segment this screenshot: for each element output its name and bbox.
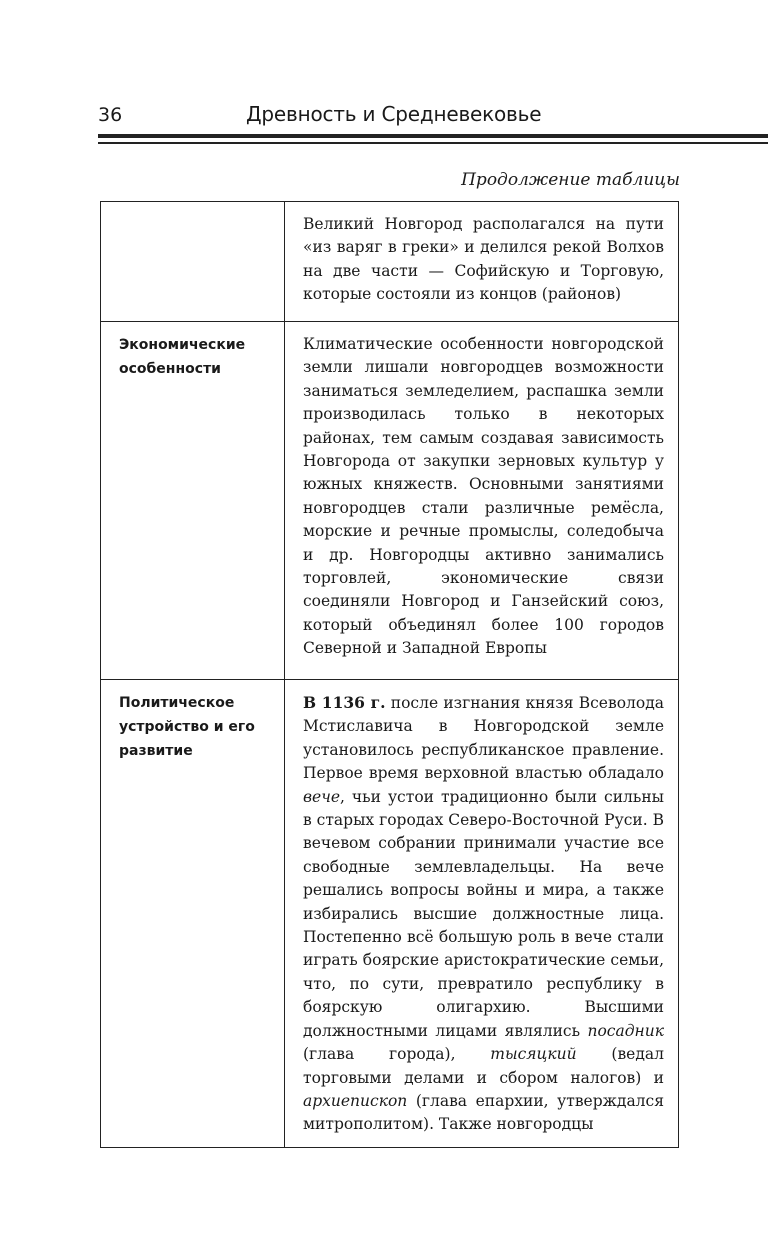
text-fragment: (глава епархии, утверждался митрополитом). Также новгородцы bbox=[303, 1091, 664, 1134]
header-rule-thick bbox=[98, 134, 768, 138]
table-continuation-label: Продолжение таблицы bbox=[461, 170, 680, 190]
row-heading: Экономические особенности bbox=[101, 322, 285, 680]
term-veche: вече bbox=[303, 787, 341, 806]
history-table bbox=[100, 201, 679, 1148]
row-heading bbox=[101, 202, 285, 322]
term-posadnik: посадник bbox=[587, 1021, 664, 1040]
header-rule-thin bbox=[98, 142, 768, 144]
term-archbishop: архиепископ bbox=[303, 1091, 408, 1110]
row-heading: Политическое устройство и его развитие bbox=[101, 680, 285, 1148]
term-tysyatsky: тысяцкий bbox=[490, 1045, 577, 1064]
text-fragment: , чьи устои традиционно были сильны в старых городах Северо-Восточной Руси. В вечевом собрании принимали участие все свободные землевладельцы. На вече решались вопросы войны и мира, а также избирались высшие должностные лица. Постепенно всё большую роль в вече стали играть боярские аристократические семьи, что, по сути, превратило республику в боярскую олигархию. Высшими должностными лицами являлись bbox=[303, 787, 664, 1040]
running-title: Древность и Средневековье bbox=[246, 102, 542, 126]
text-fragment: (глава города), bbox=[303, 1045, 491, 1064]
text-fragment: после изгнания князя Всеволода Мстиславича в Новгородской земле установилось республиканское правление. Первое время верховной властью обладало bbox=[303, 694, 664, 783]
row-content: Климатические особенности новгородской земли лишали новгородцев возможности заниматься земледелием, распашка земли производилась только в некоторых районах, тем самым создавая зависимость Новгорода от закупки зерновых культур у южных княжеств. Основными занятиями новгородцев стали различные ремёсла, морские и речные промыслы, соледобыча и др. Новгородцы активно занимались торговлей, экономические связи соединяли Новгород и Ганзейский союз, который объединял более 100 городов Северной и Западной Европы bbox=[285, 322, 679, 680]
table-row bbox=[101, 680, 679, 1148]
text-fragment: (ведал торговыми делами и сбором налогов) и bbox=[303, 1045, 664, 1087]
table-row bbox=[101, 322, 679, 680]
row-content: Великий Новгород располагался на пути «из варяг в греки» и делился рекой Волхов на две части — Софийскую и Торговую, которые состояли из концов (районов) bbox=[285, 202, 679, 322]
page-number: 36 bbox=[98, 104, 123, 126]
row-content bbox=[285, 680, 679, 1148]
year-emphasis: В 1136 г. bbox=[303, 693, 386, 712]
table-row bbox=[101, 202, 679, 322]
